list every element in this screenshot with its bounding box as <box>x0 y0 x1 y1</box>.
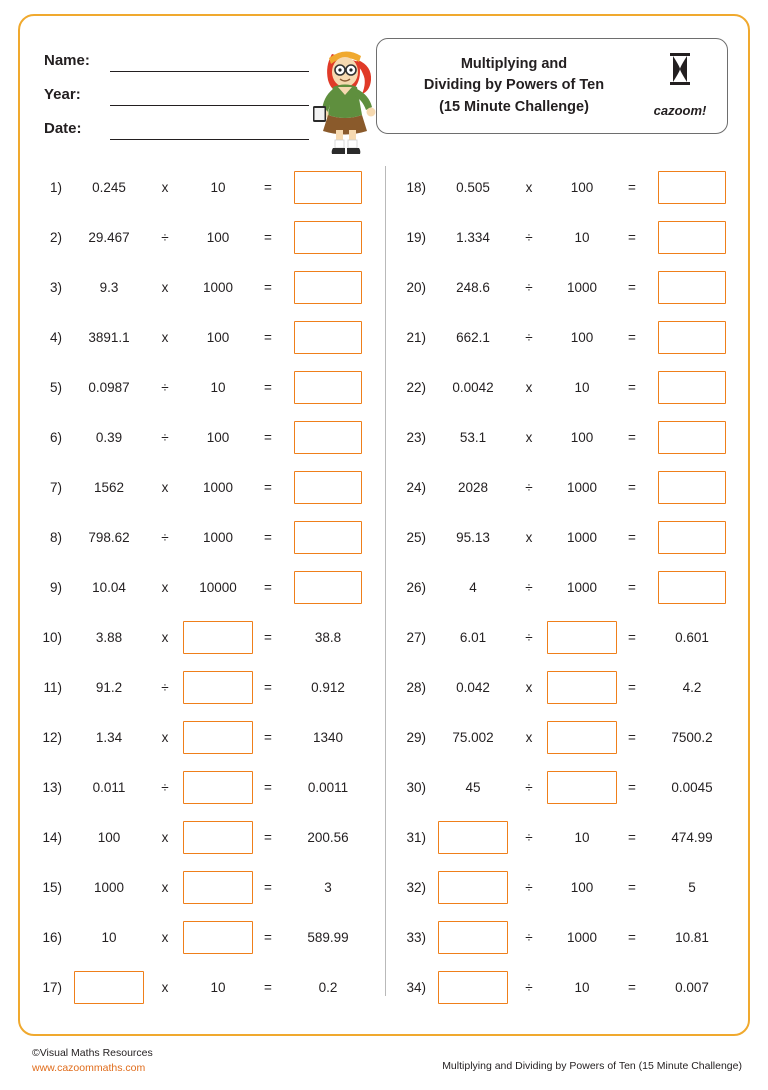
missing-operand-cell <box>546 771 618 804</box>
question-row <box>392 762 752 812</box>
question-number: 10) <box>42 629 62 645</box>
date-input-line[interactable] <box>110 120 309 140</box>
operand-b: 100 <box>570 329 594 345</box>
operand-a: 4 <box>469 579 477 595</box>
operator: x <box>161 579 169 595</box>
answer-box[interactable] <box>658 171 726 204</box>
operand-b: 10000 <box>199 579 237 595</box>
answer-box[interactable] <box>658 371 726 404</box>
question-number: 8) <box>49 529 62 545</box>
equals-sign: = <box>264 579 272 595</box>
answer-cell <box>282 271 374 304</box>
operand-a: 248.6 <box>456 279 490 295</box>
equals-sign: = <box>628 979 636 995</box>
worksheet-title-box <box>376 38 728 134</box>
missing-operand-cell <box>182 621 254 654</box>
question-number: 31) <box>406 829 426 845</box>
question-number: 30) <box>406 779 426 795</box>
question-row <box>392 962 752 1012</box>
question-number: 14) <box>42 829 62 845</box>
question-number: 26) <box>406 579 426 595</box>
equals-sign: = <box>264 329 272 345</box>
equals-sign: = <box>264 679 272 695</box>
operand-a: 0.011 <box>92 779 126 795</box>
question-number: 22) <box>406 379 426 395</box>
cazoom-logo <box>641 50 719 122</box>
equals-sign: = <box>628 329 636 345</box>
operator: ÷ <box>525 579 533 595</box>
question-row <box>392 562 752 612</box>
question-number: 20) <box>406 279 426 295</box>
answer-cell <box>282 221 374 254</box>
question-row <box>28 212 388 262</box>
equals-sign: = <box>264 379 272 395</box>
student-info-block <box>44 38 309 140</box>
operator: x <box>525 379 533 395</box>
question-number: 25) <box>406 529 426 545</box>
question-number: 29) <box>406 729 426 745</box>
result-value: 0.0011 <box>307 779 349 795</box>
year-field-row <box>44 72 309 106</box>
question-number: 5) <box>49 379 62 395</box>
equals-sign: = <box>264 179 272 195</box>
answer-box[interactable] <box>183 621 253 654</box>
operand-a: 1000 <box>93 879 125 895</box>
question-number: 32) <box>406 879 426 895</box>
question-number: 4) <box>49 329 62 345</box>
operator: x <box>161 929 169 945</box>
answer-box[interactable] <box>294 221 362 254</box>
equals-sign: = <box>628 479 636 495</box>
equals-sign: = <box>264 979 272 995</box>
operand-b: 10 <box>574 979 590 995</box>
operand-b: 10 <box>574 379 590 395</box>
question-row <box>28 362 388 412</box>
answer-box[interactable] <box>294 521 362 554</box>
operand-a: 100 <box>97 829 121 845</box>
question-row <box>392 862 752 912</box>
operator: ÷ <box>161 779 169 795</box>
equals-sign: = <box>264 479 272 495</box>
operator: ÷ <box>161 379 169 395</box>
operator: x <box>525 729 533 745</box>
name-field-row <box>44 38 309 72</box>
result-value: 10.81 <box>675 929 709 945</box>
result-value: 200.56 <box>307 829 349 845</box>
question-row <box>28 712 388 762</box>
operator: ÷ <box>161 529 169 545</box>
answer-box[interactable] <box>74 971 144 1004</box>
question-number: 34) <box>406 979 426 995</box>
title-line-2: Dividing by Powers of Ten <box>423 77 605 94</box>
brand-name: cazoom! <box>653 103 707 118</box>
question-number: 3) <box>49 279 62 295</box>
operand-a: 0.245 <box>92 179 126 195</box>
question-number: 33) <box>406 929 426 945</box>
answer-cell <box>646 171 738 204</box>
question-row <box>392 312 752 362</box>
answer-cell <box>646 271 738 304</box>
website-link[interactable]: www.cazoommaths.com <box>32 1062 146 1075</box>
missing-operand-cell <box>546 721 618 754</box>
equals-sign: = <box>628 229 636 245</box>
missing-operand-cell <box>546 671 618 704</box>
answer-cell <box>646 471 738 504</box>
answer-cell <box>282 471 374 504</box>
question-row <box>28 662 388 712</box>
operator: ÷ <box>525 829 533 845</box>
year-input-line[interactable] <box>110 86 309 106</box>
equals-sign: = <box>628 579 636 595</box>
equals-sign: = <box>628 529 636 545</box>
operand-a: 3.88 <box>95 629 123 645</box>
answer-cell <box>646 321 738 354</box>
operator: x <box>525 529 533 545</box>
answer-box[interactable] <box>294 271 362 304</box>
operand-a: 10 <box>101 929 117 945</box>
answer-box[interactable] <box>658 271 726 304</box>
answer-cell <box>282 521 374 554</box>
missing-operand-cell <box>434 821 512 854</box>
operator: x <box>525 679 533 695</box>
question-number: 15) <box>42 879 62 895</box>
missing-operand-cell <box>546 621 618 654</box>
operand-a: 662.1 <box>456 329 490 345</box>
operator: x <box>525 429 533 445</box>
result-value: 589.99 <box>307 929 349 945</box>
question-row <box>28 412 388 462</box>
missing-operand-cell <box>182 721 254 754</box>
question-row <box>28 612 388 662</box>
question-row <box>392 462 752 512</box>
operand-a: 0.0987 <box>88 379 130 395</box>
operand-a: 10.04 <box>92 579 126 595</box>
equals-sign: = <box>264 279 272 295</box>
answer-box[interactable] <box>658 471 726 504</box>
equals-sign: = <box>264 229 272 245</box>
answer-box[interactable] <box>294 571 362 604</box>
question-row <box>392 662 752 712</box>
question-number: 16) <box>42 929 62 945</box>
equals-sign: = <box>264 529 272 545</box>
year-label: Year: <box>44 86 81 103</box>
operand-b: 100 <box>206 429 230 445</box>
question-number: 2) <box>49 229 62 245</box>
missing-operand-cell <box>182 671 254 704</box>
question-row <box>28 912 388 962</box>
missing-operand-cell <box>182 871 254 904</box>
question-number: 24) <box>406 479 426 495</box>
question-number: 19) <box>406 229 426 245</box>
answer-box[interactable] <box>658 421 726 454</box>
equals-sign: = <box>628 779 636 795</box>
result-value: 5 <box>688 879 696 895</box>
answer-cell <box>282 571 374 604</box>
result-value: 0.0045 <box>671 779 713 795</box>
question-row <box>392 362 752 412</box>
operator: ÷ <box>525 229 533 245</box>
operand-b: 1000 <box>202 529 234 545</box>
date-label: Date: <box>44 120 82 137</box>
operand-b: 1000 <box>566 529 598 545</box>
answer-box[interactable] <box>294 321 362 354</box>
title-line-3: (15 Minute Challenge) <box>439 98 589 115</box>
answer-cell <box>282 421 374 454</box>
operand-a: 9.3 <box>99 279 119 295</box>
operand-a: 53.1 <box>459 429 487 445</box>
question-row <box>392 912 752 962</box>
answer-box[interactable] <box>438 971 508 1004</box>
name-input-line[interactable] <box>110 52 309 72</box>
operator: x <box>161 279 169 295</box>
answer-box[interactable] <box>294 421 362 454</box>
answer-box[interactable] <box>183 721 253 754</box>
operand-a: 798.62 <box>88 529 130 545</box>
answer-box[interactable] <box>658 321 726 354</box>
questions-column-right <box>392 162 752 1012</box>
result-value: 4.2 <box>682 679 702 695</box>
question-row <box>28 812 388 862</box>
equals-sign: = <box>264 729 272 745</box>
equals-sign: = <box>628 679 636 695</box>
operand-b: 10 <box>210 179 226 195</box>
questions-column-left <box>28 162 388 1012</box>
answer-cell <box>646 521 738 554</box>
result-value: 3 <box>324 879 332 895</box>
name-label: Name: <box>44 52 90 69</box>
answer-box[interactable] <box>294 171 362 204</box>
operator: ÷ <box>525 929 533 945</box>
answer-box[interactable] <box>183 671 253 704</box>
question-row <box>392 162 752 212</box>
question-row <box>28 862 388 912</box>
answer-box[interactable] <box>547 771 617 804</box>
result-value: 38.8 <box>314 629 342 645</box>
equals-sign: = <box>628 279 636 295</box>
operator: x <box>525 179 533 195</box>
operand-a: 45 <box>465 779 481 795</box>
question-row <box>28 512 388 562</box>
operand-b: 1000 <box>566 279 598 295</box>
operator: ÷ <box>161 229 169 245</box>
question-row <box>28 562 388 612</box>
worksheet-page <box>18 14 750 1036</box>
answer-cell <box>646 371 738 404</box>
operand-a: 6.01 <box>459 629 487 645</box>
equals-sign: = <box>264 629 272 645</box>
question-row <box>28 262 388 312</box>
result-value: 0.601 <box>675 629 709 645</box>
operand-a: 91.2 <box>95 679 123 695</box>
question-row <box>392 262 752 312</box>
operand-b: 1000 <box>566 479 598 495</box>
question-number: 27) <box>406 629 426 645</box>
question-number: 12) <box>42 729 62 745</box>
result-value: 0.2 <box>318 979 338 995</box>
operator: x <box>161 829 169 845</box>
question-row <box>392 712 752 762</box>
equals-sign: = <box>628 379 636 395</box>
footer-worksheet-title: Multiplying and Dividing by Powers of Ten (15 Minute Challenge) <box>442 1060 742 1072</box>
answer-box[interactable] <box>183 771 253 804</box>
operator: ÷ <box>525 329 533 345</box>
operator: x <box>161 179 169 195</box>
question-row <box>28 462 388 512</box>
equals-sign: = <box>628 429 636 445</box>
answer-cell <box>646 421 738 454</box>
operand-a: 1.34 <box>95 729 123 745</box>
question-number: 21) <box>406 329 426 345</box>
operator: x <box>161 329 169 345</box>
answer-box[interactable] <box>294 371 362 404</box>
equals-sign: = <box>264 779 272 795</box>
operand-b: 100 <box>570 879 594 895</box>
question-number: 1) <box>49 179 62 195</box>
operand-a: 0.39 <box>95 429 123 445</box>
operand-b: 100 <box>570 429 594 445</box>
operator: ÷ <box>161 429 169 445</box>
date-field-row <box>44 106 309 140</box>
missing-operand-cell <box>182 921 254 954</box>
operand-b: 1000 <box>202 279 234 295</box>
operator: ÷ <box>525 629 533 645</box>
operator: ÷ <box>525 779 533 795</box>
question-row <box>392 512 752 562</box>
answer-cell <box>282 371 374 404</box>
operand-b: 100 <box>206 229 230 245</box>
question-row <box>28 312 388 362</box>
answer-cell <box>282 171 374 204</box>
operand-b: 10 <box>574 829 590 845</box>
result-value: 0.912 <box>311 679 345 695</box>
answer-box[interactable] <box>294 471 362 504</box>
operand-a: 95.13 <box>456 529 490 545</box>
question-number: 11) <box>43 679 62 695</box>
operator: x <box>161 879 169 895</box>
answer-box[interactable] <box>658 521 726 554</box>
question-row <box>28 762 388 812</box>
answer-box[interactable] <box>438 871 508 904</box>
missing-operand-cell <box>182 771 254 804</box>
operator: ÷ <box>525 479 533 495</box>
question-number: 28) <box>406 679 426 695</box>
equals-sign: = <box>264 929 272 945</box>
answer-cell <box>646 571 738 604</box>
equals-sign: = <box>628 879 636 895</box>
footer-left <box>32 1046 153 1076</box>
operand-b: 1000 <box>566 579 598 595</box>
answer-box[interactable] <box>658 221 726 254</box>
missing-operand-cell <box>182 821 254 854</box>
operand-a: 0.0042 <box>452 379 494 395</box>
title-line-1: Multiplying and <box>460 56 568 73</box>
equals-sign: = <box>628 629 636 645</box>
question-number: 18) <box>406 179 426 195</box>
operand-a: 75.002 <box>452 729 494 745</box>
operand-a: 0.505 <box>456 179 490 195</box>
operand-b: 100 <box>570 179 594 195</box>
question-number: 6) <box>49 429 62 445</box>
question-row <box>392 412 752 462</box>
answer-box[interactable] <box>183 871 253 904</box>
equals-sign: = <box>264 829 272 845</box>
operator: x <box>161 629 169 645</box>
result-value: 474.99 <box>671 829 713 845</box>
equals-sign: = <box>628 829 636 845</box>
question-number: 7) <box>49 479 62 495</box>
operand-a: 1562 <box>93 479 125 495</box>
operator: x <box>161 729 169 745</box>
result-value: 1340 <box>312 729 344 745</box>
answer-cell <box>646 221 738 254</box>
operator: ÷ <box>525 279 533 295</box>
copyright-text: ©Visual Maths Resources <box>32 1047 153 1059</box>
operand-a: 1.334 <box>456 229 490 245</box>
worksheet-header <box>20 16 748 156</box>
operand-b: 100 <box>206 329 230 345</box>
missing-operand-cell <box>70 971 148 1004</box>
answer-box[interactable] <box>438 821 508 854</box>
answer-box[interactable] <box>547 671 617 704</box>
answer-box[interactable] <box>658 571 726 604</box>
operator: ÷ <box>525 979 533 995</box>
equals-sign: = <box>628 929 636 945</box>
answer-box[interactable] <box>547 721 617 754</box>
missing-operand-cell <box>434 871 512 904</box>
equals-sign: = <box>264 879 272 895</box>
operator: ÷ <box>161 679 169 695</box>
question-row <box>392 212 752 262</box>
answer-box[interactable] <box>183 921 253 954</box>
page-title <box>377 54 641 117</box>
operand-b: 10 <box>210 379 226 395</box>
question-row <box>28 162 388 212</box>
question-number: 13) <box>42 779 62 795</box>
operand-b: 10 <box>574 229 590 245</box>
operator: x <box>161 479 169 495</box>
equals-sign: = <box>264 429 272 445</box>
operand-b: 10 <box>210 979 226 995</box>
question-number: 17) <box>42 979 62 995</box>
questions-area <box>20 162 748 1002</box>
question-number: 9) <box>49 579 62 595</box>
result-value: 7500.2 <box>671 729 713 745</box>
answer-cell <box>282 321 374 354</box>
operand-a: 0.042 <box>456 679 490 695</box>
equals-sign: = <box>628 729 636 745</box>
missing-operand-cell <box>434 921 512 954</box>
operator: x <box>161 979 169 995</box>
question-number: 23) <box>406 429 426 445</box>
answer-box[interactable] <box>547 621 617 654</box>
equals-sign: = <box>628 179 636 195</box>
question-row <box>392 612 752 662</box>
hourglass-icon <box>669 52 691 86</box>
answer-box[interactable] <box>438 921 508 954</box>
operand-b: 1000 <box>202 479 234 495</box>
operand-a: 3891.1 <box>88 329 130 345</box>
operator: ÷ <box>525 879 533 895</box>
question-row <box>392 812 752 862</box>
operand-a: 29.467 <box>88 229 130 245</box>
result-value: 0.007 <box>675 979 709 995</box>
missing-operand-cell <box>434 971 512 1004</box>
operand-a: 2028 <box>457 479 489 495</box>
question-row <box>28 962 388 1012</box>
operand-b: 1000 <box>566 929 598 945</box>
answer-box[interactable] <box>183 821 253 854</box>
